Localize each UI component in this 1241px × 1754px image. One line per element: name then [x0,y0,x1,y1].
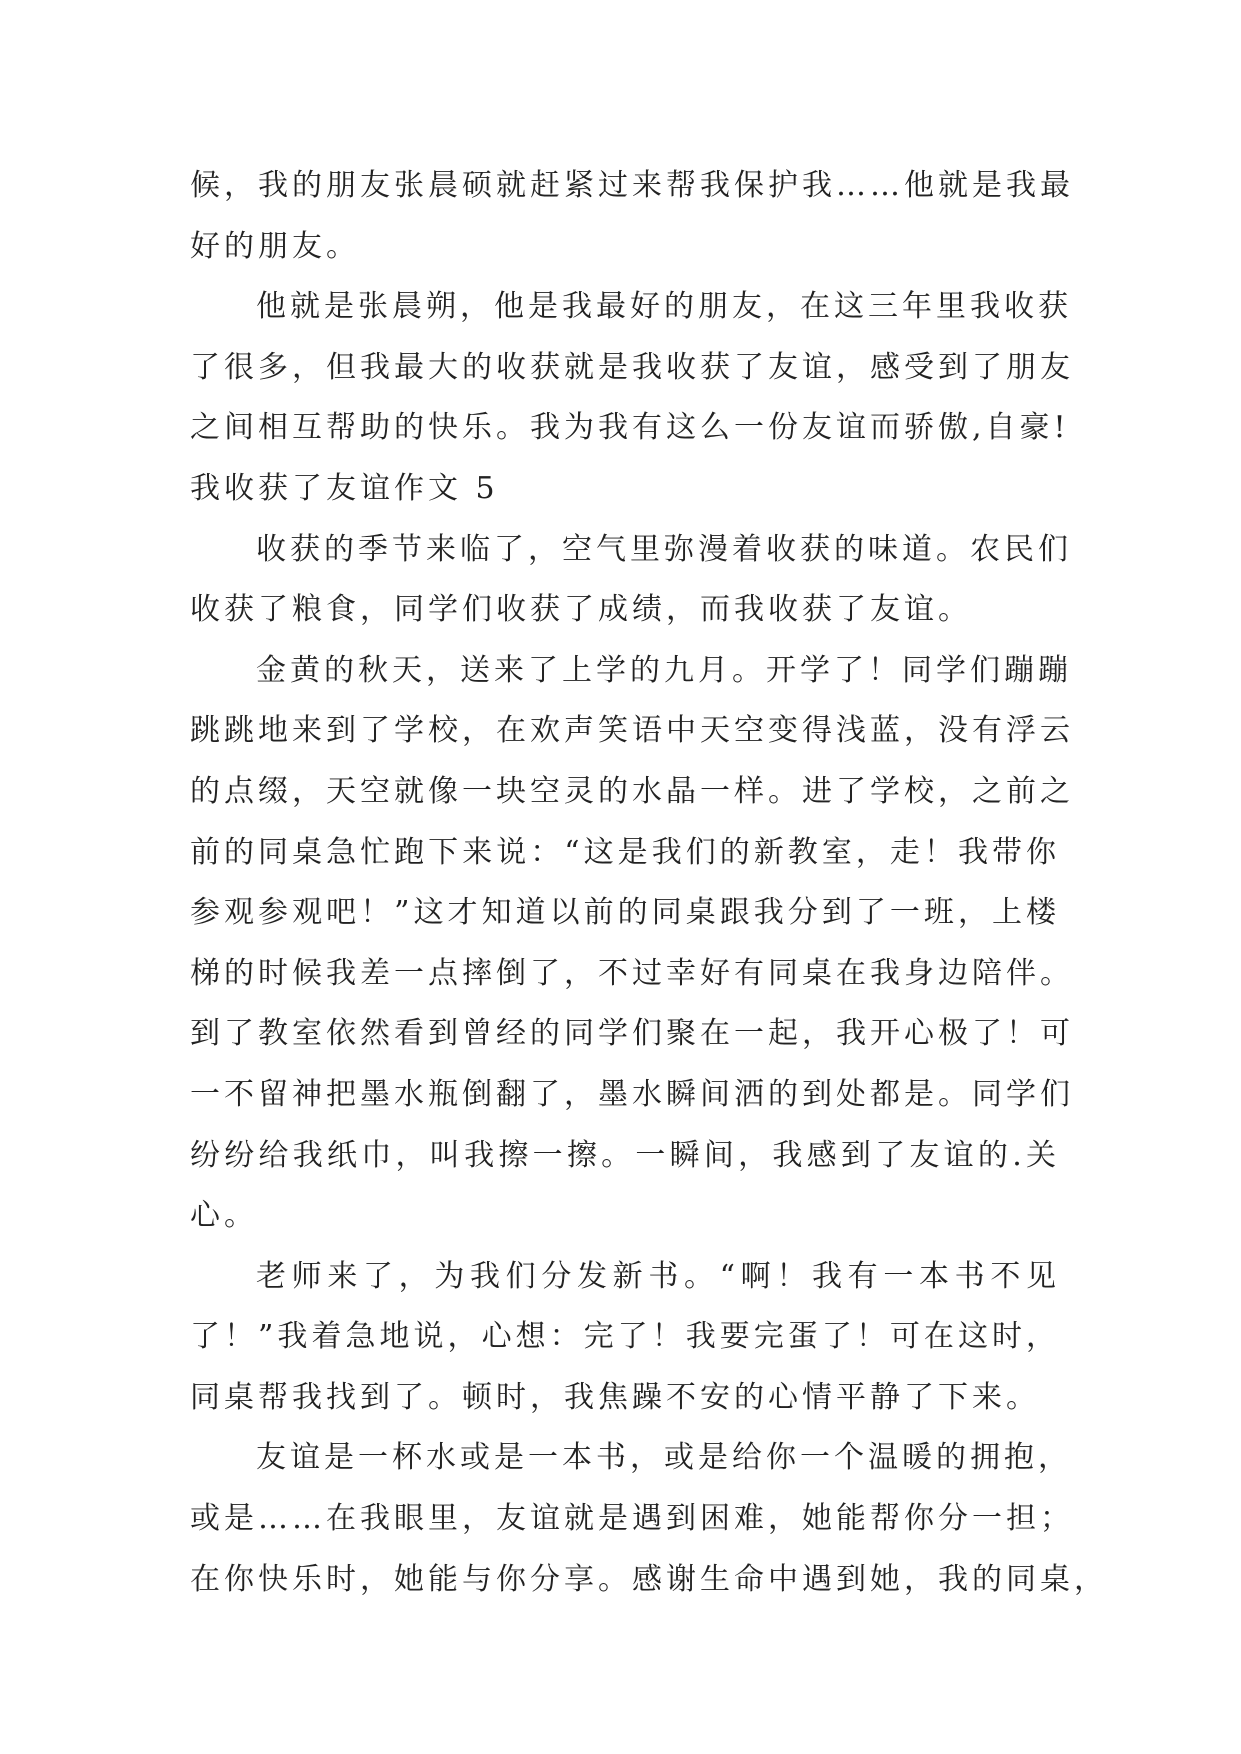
text-line: 一不留神把墨水瓶倒翻了，墨水瞬间洒的到处都是。同学们 [190,1076,1074,1112]
text-line: 之间相互帮助的快乐。我为我有这么一份友谊而骄傲,自豪! [190,410,1070,446]
text-line: 的点缀，天空就像一块空灵的水晶一样。进了学校，之前之 [190,773,1074,809]
text-line: 到了教室依然看到曾经的同学们聚在一起，我开心极了！可 [190,1016,1074,1052]
text-line: 在你快乐时，她能与你分享。感谢生命中遇到她，我的同桌， [190,1561,1108,1597]
text-line: 了很多，但我最大的收获就是我收获了友谊，感受到了朋友 [190,349,1074,385]
text-line: 纷纷给我纸巾，叫我擦一擦。一瞬间，我感到了友谊的.关 [190,1137,1060,1173]
text-line: 了！”我着急地说，心想：完了！我要完蛋了！可在这时， [190,1319,1060,1355]
paragraph-first-line: 老师来了，为我们分发新书。“啊！我有一本书不见 [256,1258,1060,1294]
paragraph-first-line: 收获的季节来临了，空气里弥漫着收获的味道。农民们 [256,531,1072,567]
text-line: 前的同桌急忙跑下来说：“这是我们的新教室，走！我带你 [190,834,1060,870]
text-line: 同桌帮我找到了。顿时，我焦躁不安的心情平静了下来。 [190,1379,1040,1415]
paragraph-first-line: 友谊是一杯水或是一本书，或是给你一个温暖的拥抱， [256,1440,1072,1476]
text-line: 或是……在我眼里，友谊就是遇到困难，她能帮你分一担； [190,1501,1074,1537]
text-line: 参观参观吧！”这才知道以前的同桌跟我分到了一班，上楼 [190,895,1060,931]
paragraph-first-line: 他就是张晨朔，他是我最好的朋友，在这三年里我收获 [256,289,1072,325]
essay-text [190,156,1108,1610]
text-line: 心。 [190,1198,258,1234]
text-line: 好的朋友。 [190,228,360,264]
text-line: 候，我的朋友张晨硕就赶紧过来帮我保护我……他就是我最 [190,168,1074,203]
text-line: 收获了粮食，同学们收获了成绩，而我收获了友谊。 [190,592,972,628]
text-line: 梯的时候我差一点摔倒了，不过幸好有同桌在我身边陪伴。 [190,955,1074,991]
text-line: 跳跳地来到了学校，在欢声笑语中天空变得浅蓝，没有浮云 [190,713,1074,749]
section-heading: 我收获了友谊作文 5 [190,470,499,506]
paragraph-first-line: 金黄的秋天，送来了上学的九月。开学了！同学们蹦蹦 [256,652,1072,688]
